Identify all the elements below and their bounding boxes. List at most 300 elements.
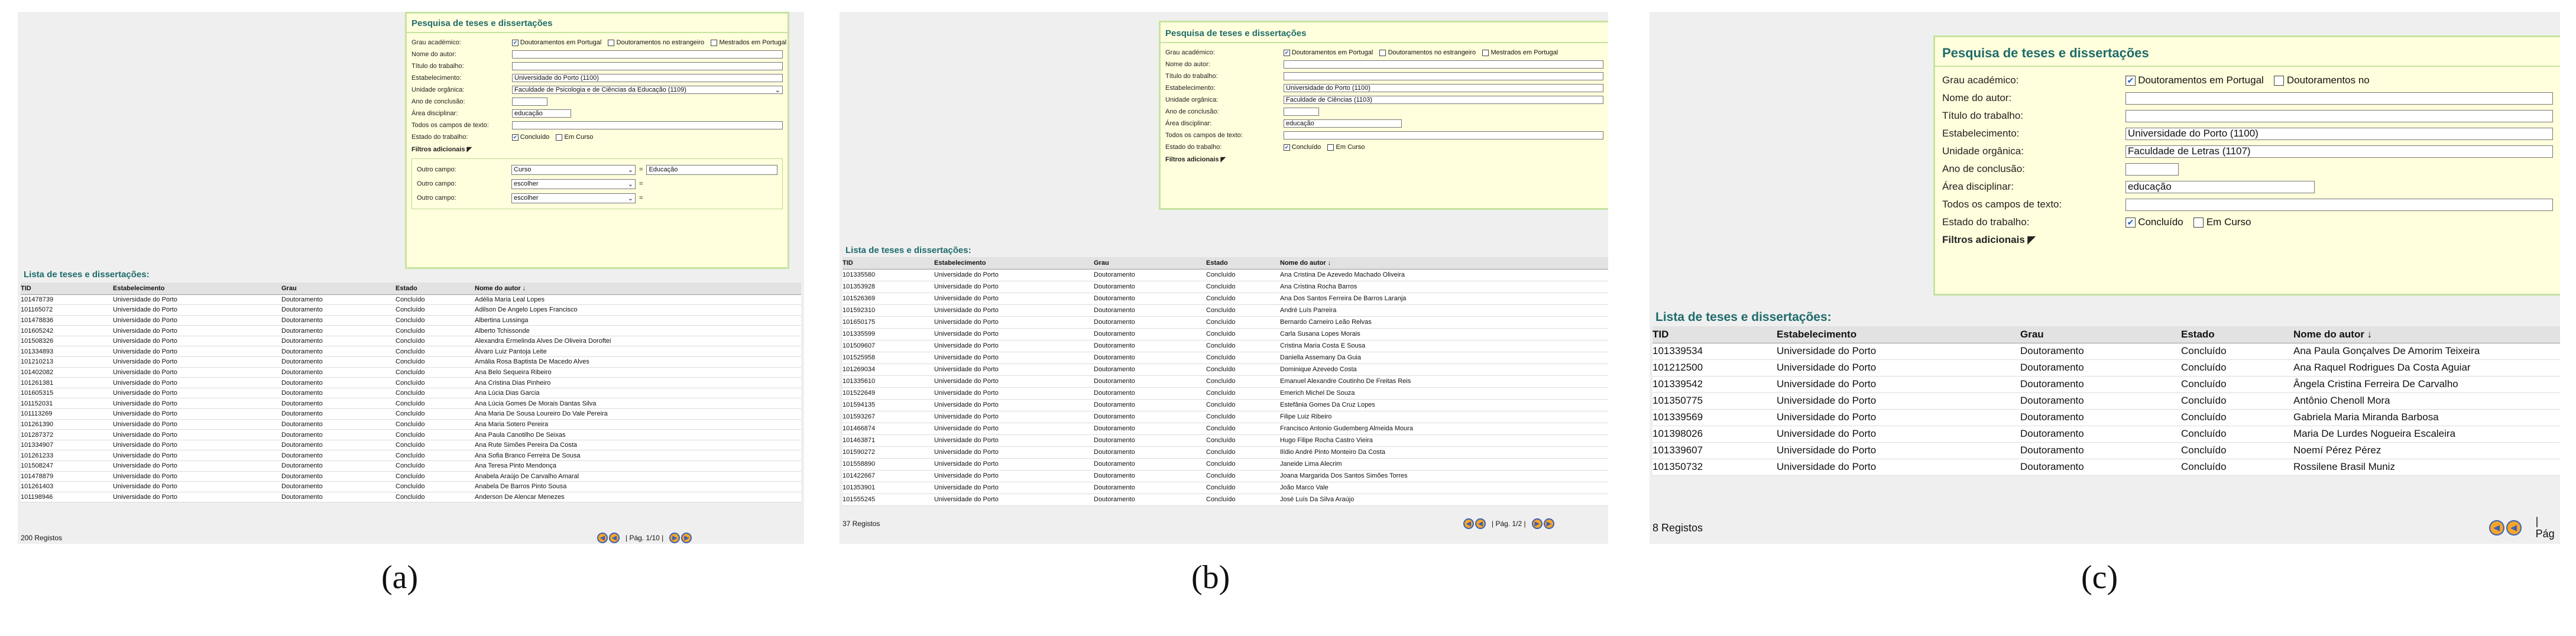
cell-estabelecimento: Universidade do Porto	[934, 364, 1094, 375]
cell-nome-autor: Álvaro Luiz Pantoja Leite	[475, 346, 801, 357]
cell-grau: Doutoramento	[1094, 364, 1206, 375]
autor-input[interactable]	[512, 50, 783, 59]
cell-nome-autor: Filipe Luiz Ribeiro	[1280, 411, 1608, 423]
col-grau[interactable]: Grau	[281, 283, 396, 294]
table-row[interactable]	[21, 294, 801, 305]
cell-estabelecimento: Universidade do Porto	[1777, 426, 2020, 442]
cell-estabelecimento: Universidade do Porto	[113, 294, 281, 305]
cell-estabelecimento: Universidade do Porto	[113, 492, 281, 502]
cell-estabelecimento: Universidade do Porto	[113, 367, 281, 378]
cell-estabelecimento: Universidade do Porto	[934, 352, 1094, 364]
ano-label: Ano de conclusão:	[1942, 163, 2025, 174]
checkbox-icon[interactable]	[1379, 50, 1386, 56]
table-row[interactable]	[1652, 409, 2560, 426]
titulo-label: Título do trabalho:	[411, 63, 464, 70]
cell-tid: 101525958	[843, 352, 934, 364]
cell-grau: Doutoramento	[2020, 392, 2181, 409]
cell-estabelecimento: Universidade do Porto	[113, 471, 281, 482]
cell-estabelecimento: Universidade do Porto	[934, 304, 1094, 316]
cell-estabelecimento: Universidade do Porto	[113, 450, 281, 461]
cell-grau: Doutoramento	[281, 378, 396, 388]
cell-tid: 101269034	[843, 364, 934, 375]
col-grau[interactable]: Grau	[1094, 257, 1206, 269]
cell-tid: 101210213	[21, 357, 113, 368]
cell-tid: 101526369	[843, 293, 934, 304]
checkbox-icon[interactable]	[711, 40, 717, 46]
table-row[interactable]	[843, 364, 1608, 375]
page-indicator: | Pág. 1/10 |	[626, 534, 664, 542]
autor-label: Nome do autor:	[1165, 61, 1210, 68]
filtros-adicionais-toggle[interactable]: Filtros adicionais ◤	[1942, 234, 2036, 245]
prev-page-icon[interactable]: ◀	[1475, 518, 1486, 529]
last-page-icon[interactable]: ▶	[681, 533, 692, 543]
table-row[interactable]	[1652, 376, 2560, 392]
cell-estabelecimento: Universidade do Porto	[113, 419, 281, 430]
cell-grau: Doutoramento	[281, 492, 396, 502]
table-row[interactable]	[843, 411, 1608, 423]
cell-nome-autor: Daniella Assemany Da Guia	[1280, 352, 1608, 364]
cell-nome-autor: Adélia Maria Leal Lopes	[475, 294, 801, 305]
cell-grau: Doutoramento	[281, 471, 396, 482]
cell-nome-autor: Ana Raquel Rodrigues Da Costa Aguiar	[2293, 359, 2560, 376]
table-row[interactable]	[843, 316, 1608, 328]
search-form	[1159, 21, 1608, 210]
table-row[interactable]	[21, 357, 801, 368]
cell-estado: Concluído	[396, 440, 475, 450]
table-row[interactable]	[21, 305, 801, 316]
cell-nome-autor: João Marco Vale	[1280, 482, 1608, 494]
checkbox-icon[interactable]	[1482, 50, 1489, 56]
option-doutoramentos-estrangeiro[interactable]: Doutoramentos no	[2274, 74, 2370, 86]
titulo-input[interactable]	[512, 62, 783, 70]
table-row[interactable]	[21, 419, 801, 430]
cell-estado: Concluído	[1206, 446, 1280, 458]
caption-a: (a)	[381, 559, 419, 596]
chevron-down-icon: ⌄	[627, 166, 633, 174]
table-header	[21, 283, 801, 294]
cell-estabelecimento: Universidade do Porto	[934, 494, 1094, 505]
cell-tid: 101422667	[843, 470, 934, 482]
list-title: Lista de teses e dissertações:	[1655, 310, 1832, 324]
cell-tid: 101335599	[843, 328, 934, 340]
next-page-icon[interactable]: ▶	[669, 533, 680, 543]
filtros-adicionais-toggle[interactable]: Filtros adicionais ◤	[1165, 155, 1226, 163]
cell-nome-autor: André Luís Parreira	[1280, 304, 1608, 316]
page-indicator: | Pág	[2535, 515, 2555, 540]
option-doutoramentos-estrangeiro[interactable]: Doutoramentos no estrangeiro	[1379, 49, 1476, 56]
cell-estabelecimento: Universidade do Porto	[934, 316, 1094, 328]
pager	[1463, 517, 1554, 530]
cell-tid: 101198946	[21, 492, 113, 502]
option-concluido[interactable]: ✔ Concluído	[2125, 216, 2183, 228]
cell-estado: Concluído	[396, 430, 475, 440]
titulo-input[interactable]	[2125, 110, 2553, 122]
option-concluido[interactable]: ✔ Concluído	[513, 134, 550, 141]
cell-nome-autor: Maria De Lurdes Nogueira Escaleira	[2293, 426, 2560, 442]
col-estado[interactable]: Estado	[1206, 257, 1280, 269]
checkbox-icon[interactable]	[2274, 76, 2284, 86]
cell-tid: 101508326	[21, 336, 113, 346]
cell-tid: 101212500	[1652, 359, 1777, 376]
page-indicator: | Pág. 1/2 |	[1492, 520, 1526, 528]
cell-tid: 101334907	[21, 440, 113, 450]
unidade-label: Unidade orgânica:	[411, 86, 465, 93]
table-row[interactable]	[843, 387, 1608, 399]
estabelecimento-select[interactable]: Universidade do Porto (1100)	[2125, 128, 2553, 140]
cell-estabelecimento: Universidade do Porto	[113, 346, 281, 357]
cell-tid: 101261381	[21, 378, 113, 388]
checkbox-checked-icon[interactable]: ✔	[513, 134, 518, 140]
cell-nome-autor: Ângela Cristina Ferreira De Carvalho	[2293, 376, 2560, 392]
unidade-select[interactable]: Faculdade de Ciências (1103)	[1284, 96, 1603, 104]
col-tid[interactable]: TID	[21, 283, 113, 294]
ano-input[interactable]	[1284, 108, 1319, 116]
cell-estado: Concluído	[1206, 293, 1280, 304]
cell-grau: Doutoramento	[281, 419, 396, 430]
option-em-curso[interactable]: Em Curso	[556, 134, 593, 141]
checkbox-checked-icon[interactable]: ✔	[513, 39, 518, 46]
cell-tid: 101558890	[843, 458, 934, 470]
filtros-adicionais-box: Outro campo: Curso ⌄ = Educação Outro campo: escolher ⌄ = Outro campo: escolher ⌄ =	[411, 158, 783, 209]
cell-estado: Concluído	[1206, 375, 1280, 387]
table-row[interactable]	[843, 399, 1608, 411]
cell-estabelecimento: Universidade do Porto	[1777, 359, 2020, 376]
cell-estabelecimento: Universidade do Porto	[113, 388, 281, 398]
grau-label: Grau académico:	[1942, 74, 2019, 86]
table-row[interactable]	[843, 352, 1608, 364]
area-input[interactable]: educação	[1284, 119, 1402, 128]
outro-campo-select[interactable]: escolher ⌄	[511, 179, 636, 189]
table-row[interactable]	[843, 340, 1608, 352]
cell-tid: 101478739	[21, 294, 113, 305]
grau-label: Grau académico:	[411, 39, 461, 46]
ano-label: Ano de conclusão:	[1165, 108, 1219, 115]
area-label: Área disciplinar:	[411, 110, 458, 117]
table-row[interactable]	[843, 458, 1608, 470]
cell-grau: Doutoramento	[2020, 459, 2181, 475]
table-row[interactable]	[21, 482, 801, 492]
cell-grau: Doutoramento	[1094, 328, 1206, 340]
col-estabelecimento[interactable]: Estabelecimento	[113, 283, 281, 294]
area-input[interactable]: educação	[2125, 181, 2315, 193]
table-row[interactable]	[843, 423, 1608, 434]
outro-campo-select[interactable]: escolher ⌄	[511, 193, 636, 203]
cell-grau: Doutoramento	[1094, 293, 1206, 304]
cell-tid: 101261390	[21, 419, 113, 430]
cell-nome-autor: Ana Cristina De Azevedo Machado Oliveira	[1280, 269, 1608, 281]
cell-tid: 101466874	[843, 423, 934, 434]
list-title: Lista de teses e dissertações:	[845, 245, 971, 255]
cell-tid: 101261403	[21, 482, 113, 492]
ano-input[interactable]	[512, 98, 547, 106]
cell-estabelecimento: Universidade do Porto	[934, 434, 1094, 446]
cell-nome-autor: Ana Paula Canotilho De Seixas	[475, 430, 801, 440]
table-row[interactable]	[21, 315, 801, 326]
table-row[interactable]	[843, 293, 1608, 304]
option-mestrados-portugal[interactable]: Mestrados em Portugal	[711, 39, 786, 46]
ano-input[interactable]	[2125, 163, 2179, 176]
table-row[interactable]	[21, 388, 801, 398]
cell-estado: Concluído	[396, 346, 475, 357]
cell-nome-autor: Ana Lúcia Gomes De Morais Dantas Silva	[475, 398, 801, 409]
chevron-down-icon: ⌄	[627, 194, 633, 202]
cell-grau: Doutoramento	[281, 409, 396, 420]
option-em-curso[interactable]: Em Curso	[1327, 144, 1365, 151]
cell-estado: Concluído	[396, 305, 475, 316]
cell-estado: Concluído	[1206, 411, 1280, 423]
table-row[interactable]	[21, 367, 801, 378]
table-row[interactable]	[21, 450, 801, 461]
table-row[interactable]	[843, 304, 1608, 316]
cell-nome-autor: Ana Belo Sequeira Ribeiro	[475, 367, 801, 378]
cell-estabelecimento: Universidade do Porto	[934, 281, 1094, 293]
area-input[interactable]: educação	[512, 109, 571, 118]
registos-count: 200 Registos	[21, 534, 63, 542]
table-row[interactable]	[1652, 359, 2560, 376]
cell-estabelecimento: Universidade do Porto	[934, 340, 1094, 352]
cell-estado: Concluído	[396, 450, 475, 461]
col-grau[interactable]: Grau	[2020, 326, 2181, 343]
checkbox-icon[interactable]	[608, 40, 614, 46]
area-label: Área disciplinar:	[1165, 120, 1212, 127]
table-row[interactable]	[21, 430, 801, 440]
pager	[597, 532, 692, 544]
cell-tid: 101555245	[843, 494, 934, 505]
table-row[interactable]	[1652, 459, 2560, 475]
estabelecimento-select[interactable]: Universidade do Porto (1100)	[1284, 84, 1603, 92]
cell-estado: Concluído	[1206, 423, 1280, 434]
cell-grau: Doutoramento	[1094, 434, 1206, 446]
cell-estado: Concluído	[1206, 470, 1280, 482]
cell-nome-autor: Emerich Michel De Souza	[1280, 387, 1608, 399]
option-doutoramentos-estrangeiro[interactable]: Doutoramentos no estrangeiro	[608, 39, 704, 46]
cell-nome-autor: Ana Paula Gonçalves De Amorim Teixeira	[2293, 343, 2560, 359]
checkbox-icon[interactable]	[556, 134, 562, 141]
cell-estado: Concluído	[2181, 426, 2293, 442]
table-row[interactable]	[1652, 392, 2560, 409]
cell-estado: Concluído	[1206, 281, 1280, 293]
table-row[interactable]	[843, 434, 1608, 446]
cell-grau: Doutoramento	[1094, 352, 1206, 364]
cell-grau: Doutoramento	[1094, 458, 1206, 470]
table-row[interactable]	[21, 461, 801, 472]
cell-estabelecimento: Universidade do Porto	[934, 375, 1094, 387]
cell-estabelecimento: Universidade do Porto	[1777, 459, 2020, 475]
cell-estado: Concluído	[2181, 343, 2293, 359]
table-row[interactable]	[1652, 426, 2560, 442]
unidade-label: Unidade orgânica:	[1942, 145, 2024, 157]
col-estabelecimento[interactable]: Estabelecimento	[1777, 326, 2020, 343]
cell-grau: Doutoramento	[281, 461, 396, 472]
table-row[interactable]	[843, 269, 1608, 281]
first-page-icon[interactable]: ◀	[2489, 520, 2504, 536]
table-row[interactable]	[843, 328, 1608, 340]
table-row[interactable]	[21, 409, 801, 420]
unidade-select[interactable]: Faculdade de Letras (1107)	[2125, 145, 2553, 158]
table-footer	[1652, 519, 2560, 537]
cell-tid: 101335610	[843, 375, 934, 387]
grau-row	[1942, 72, 2553, 89]
cell-estado: Concluído	[396, 461, 475, 472]
cell-estabelecimento: Universidade do Porto	[113, 398, 281, 409]
checkbox-checked-icon[interactable]: ✔	[2125, 218, 2136, 228]
table-row[interactable]	[1652, 343, 2560, 359]
search-form	[405, 12, 789, 269]
checkbox-checked-icon[interactable]: ✔	[1284, 144, 1289, 150]
cell-estado: Concluído	[1206, 316, 1280, 328]
todos-input[interactable]	[512, 121, 783, 129]
registos-count: 37 Registos	[843, 520, 880, 528]
first-page-icon[interactable]: ◀	[597, 533, 608, 543]
table-row[interactable]	[21, 346, 801, 357]
outro-campo-value[interactable]: Educação	[646, 165, 777, 175]
table-row[interactable]	[21, 398, 801, 409]
cell-nome-autor: Joana Margarida Dos Santos Simões Torres	[1280, 470, 1608, 482]
titulo-input[interactable]	[1284, 72, 1603, 80]
cell-tid: 101353901	[843, 482, 934, 494]
cell-nome-autor: Ilídio André Pinto Monteiro Da Costa	[1280, 446, 1608, 458]
area-label: Área disciplinar:	[1942, 181, 2014, 192]
registos-count: 8 Registos	[1652, 521, 1703, 534]
cell-estado: Concluído	[396, 336, 475, 346]
triangle-icon: ◤	[1220, 155, 1226, 163]
caption-c: (c)	[2081, 559, 2118, 596]
autor-input[interactable]	[1284, 60, 1603, 69]
col-nome-autor[interactable]: Nome do autor ↓	[2293, 326, 2560, 343]
cell-estabelecimento: Universidade do Porto	[934, 411, 1094, 423]
cell-grau: Doutoramento	[1094, 281, 1206, 293]
cell-estado: Concluído	[396, 326, 475, 336]
pager	[2489, 515, 2560, 540]
table-row[interactable]	[843, 281, 1608, 293]
option-doutoramentos-portugal[interactable]: ✔ Doutoramentos em Portugal	[1284, 49, 1373, 56]
col-tid[interactable]: TID	[843, 257, 934, 269]
col-tid[interactable]: TID	[1652, 326, 1777, 343]
col-nome-autor[interactable]: Nome do autor ↓	[1280, 257, 1608, 269]
cell-estabelecimento: Universidade do Porto	[934, 482, 1094, 494]
cell-tid: 101350732	[1652, 459, 1777, 475]
cell-estado: Concluído	[2181, 442, 2293, 459]
todos-label: Todos os campos de texto:	[411, 122, 489, 129]
table-row[interactable]	[21, 492, 801, 502]
prev-page-icon[interactable]: ◀	[2506, 520, 2522, 536]
col-estabelecimento[interactable]: Estabelecimento	[934, 257, 1094, 269]
option-concluido[interactable]: ✔ Concluído	[1284, 144, 1321, 151]
col-nome-autor[interactable]: Nome do autor ↓	[475, 283, 801, 294]
checkbox-icon[interactable]	[2193, 218, 2204, 228]
estabelecimento-select[interactable]: Universidade do Porto (1100)	[512, 74, 783, 82]
cell-tid: 101334893	[21, 346, 113, 357]
cell-grau: Doutoramento	[281, 346, 396, 357]
table-row[interactable]	[843, 375, 1608, 387]
cell-estado: Concluído	[396, 398, 475, 409]
table-row[interactable]	[21, 326, 801, 336]
table-row[interactable]	[843, 482, 1608, 494]
option-em-curso[interactable]: Em Curso	[2193, 216, 2251, 228]
option-doutoramentos-portugal[interactable]: ✔ Doutoramentos em Portugal	[2125, 74, 2264, 86]
cell-grau: Doutoramento	[1094, 387, 1206, 399]
table-row[interactable]	[1652, 442, 2560, 459]
cell-tid: 101590272	[843, 446, 934, 458]
cell-tid: 101522649	[843, 387, 934, 399]
prev-page-icon[interactable]: ◀	[609, 533, 620, 543]
checkbox-checked-icon[interactable]: ✔	[2125, 76, 2136, 86]
cell-grau: Doutoramento	[1094, 482, 1206, 494]
todos-input[interactable]	[1284, 131, 1603, 139]
table-row[interactable]	[843, 470, 1608, 482]
cell-estado: Concluído	[396, 419, 475, 430]
table-row[interactable]	[21, 471, 801, 482]
list-title: Lista de teses e dissertações:	[24, 270, 150, 280]
option-mestrados-portugal[interactable]: Mestrados em Portugal	[1482, 49, 1558, 56]
cell-grau: Doutoramento	[1094, 494, 1206, 505]
cell-estado: Concluído	[2181, 376, 2293, 392]
cell-nome-autor: Dominique Azevedo Costa	[1280, 364, 1608, 375]
cell-estabelecimento: Universidade do Porto	[113, 315, 281, 326]
cell-nome-autor: Carla Susana Lopes Morais	[1280, 328, 1608, 340]
option-doutoramentos-portugal[interactable]: ✔ Doutoramentos em Portugal	[513, 39, 602, 46]
cell-grau: Doutoramento	[281, 398, 396, 409]
cell-tid: 101350775	[1652, 392, 1777, 409]
autor-input[interactable]	[2125, 92, 2553, 105]
unidade-select[interactable]: Faculdade de Psicologia e de Ciências da Educação (1109) ⌄	[512, 86, 783, 94]
cell-estabelecimento: Universidade do Porto	[934, 446, 1094, 458]
filtros-adicionais-toggle[interactable]: Filtros adicionais ◤	[411, 145, 472, 153]
table-header	[1652, 326, 2560, 343]
cell-estado: Concluído	[1206, 434, 1280, 446]
col-estado[interactable]: Estado	[396, 283, 475, 294]
form-title: Pesquisa de teses e dissertações	[1161, 22, 1608, 43]
cell-grau: Doutoramento	[281, 357, 396, 368]
cell-tid: 101508247	[21, 461, 113, 472]
cell-estado: Concluído	[396, 378, 475, 388]
cell-estabelecimento: Universidade do Porto	[1777, 392, 2020, 409]
cell-tid: 101287372	[21, 430, 113, 440]
todos-input[interactable]	[2125, 199, 2553, 211]
checkbox-icon[interactable]	[1327, 144, 1334, 151]
cell-nome-autor: Noemí Pérez Pérez	[2293, 442, 2560, 459]
cell-nome-autor: Gabriela Maria Miranda Barbosa	[2293, 409, 2560, 426]
cell-nome-autor: Janeide Lima Alecrim	[1280, 458, 1608, 470]
outro-campo-select[interactable]: Curso ⌄	[511, 165, 636, 175]
autor-label: Nome do autor:	[411, 51, 456, 58]
grau-row	[411, 37, 787, 48]
titulo-label: Título do trabalho:	[1942, 110, 2024, 121]
table-row[interactable]	[21, 440, 801, 450]
cell-estabelecimento: Universidade do Porto	[113, 461, 281, 472]
table-row[interactable]	[843, 494, 1608, 505]
cell-nome-autor: Hugo Filipe Rocha Castro Vieira	[1280, 434, 1608, 446]
checkbox-checked-icon[interactable]: ✔	[1284, 49, 1289, 56]
table-row[interactable]	[843, 446, 1608, 458]
first-page-icon[interactable]: ◀	[1463, 518, 1474, 529]
cell-estado: Concluído	[396, 471, 475, 482]
cell-grau: Doutoramento	[1094, 423, 1206, 434]
form-title: Pesquisa de teses e dissertações	[407, 14, 788, 33]
last-page-icon[interactable]: ▶	[1544, 518, 1554, 529]
cell-nome-autor: Ana Cristina Rocha Barros	[1280, 281, 1608, 293]
cell-tid: 101593267	[843, 411, 934, 423]
next-page-icon[interactable]: ▶	[1532, 518, 1543, 529]
cell-grau: Doutoramento	[281, 315, 396, 326]
col-estado[interactable]: Estado	[2181, 326, 2293, 343]
cell-estabelecimento: Universidade do Porto	[934, 458, 1094, 470]
cell-nome-autor: Alexandra Ermelinda Alves De Oliveira Doroftei	[475, 336, 801, 346]
table-row[interactable]	[21, 378, 801, 388]
cell-estado: Concluído	[2181, 409, 2293, 426]
cell-estado: Concluído	[1206, 304, 1280, 316]
table-row[interactable]	[21, 336, 801, 346]
